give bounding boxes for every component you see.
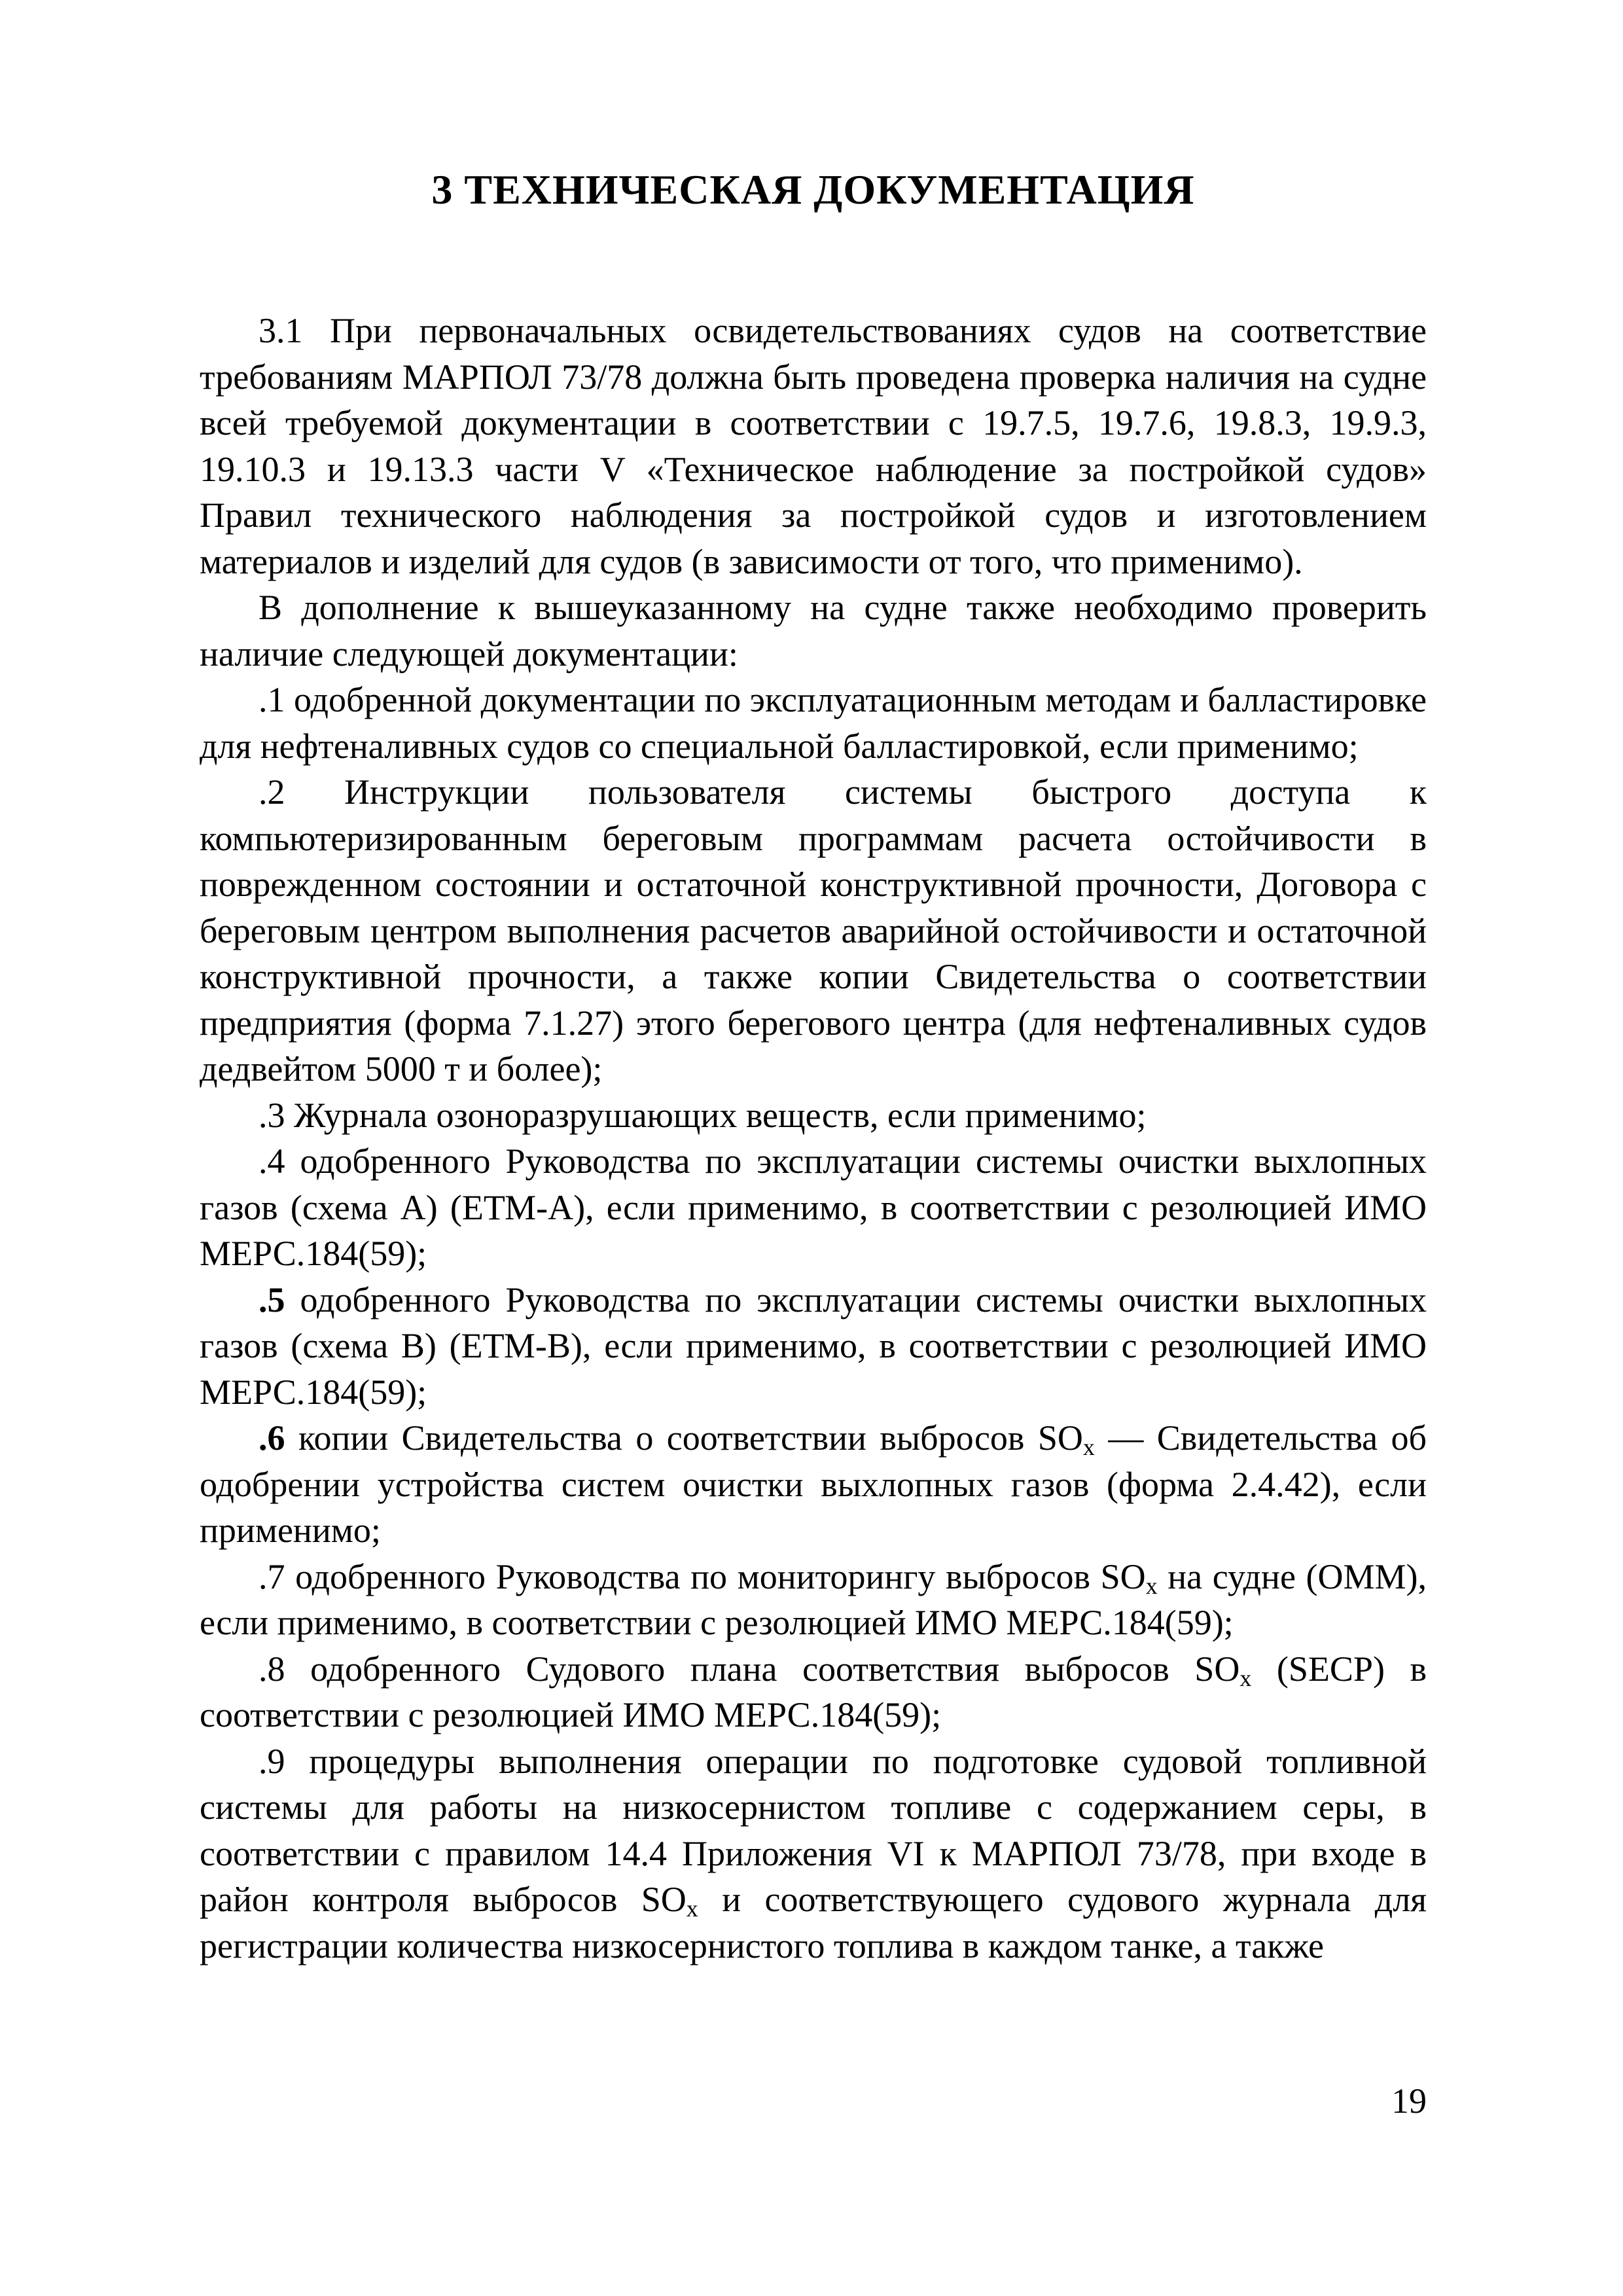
item-number: .1 <box>259 680 285 719</box>
item-text-continued: — Свидетельства об одобрении устройства систем очистки выхлопных газов (форма 2.4.42), если применимо; <box>200 1418 1427 1550</box>
section-title: 3 ТЕХНИЧЕСКАЯ ДОКУМЕНТАЦИЯ <box>431 166 1195 213</box>
item-text-continued: (SECP) в соответствии с резолюцией ИМО МЕРС.184(59); <box>200 1649 1427 1734</box>
paragraph-text: В дополнение к вышеуказанному на судне также необходимо проверить наличие следующей документации: <box>200 588 1427 673</box>
subscript: x <box>1082 1434 1095 1460</box>
paragraph-intro-list <box>200 584 1427 677</box>
item-number: .7 <box>259 1556 285 1596</box>
list-item <box>200 677 1427 769</box>
list-item <box>200 1415 1427 1554</box>
list-item <box>200 1738 1427 1969</box>
item-text: одобренного Руководства по мониторингу выбросов SO <box>295 1556 1146 1596</box>
item-text-continued: и соответствующего судового журнала для регистрации количества низкосернистого топлива в каждом танке, а также <box>200 1880 1427 1965</box>
list-item <box>200 1092 1427 1139</box>
document-page <box>200 164 1427 1969</box>
item-text: одобренной документации по эксплуатационным методам и балластировке для нефтеналивных судов со специальной балластировкой, если применимо; <box>200 680 1427 766</box>
item-number: .2 <box>259 772 285 812</box>
item-number: .5 <box>259 1280 285 1319</box>
item-text: копии Свидетельства о соответствии выбросов SO <box>298 1418 1083 1458</box>
list-item <box>200 1138 1427 1277</box>
body-text <box>200 308 1427 1969</box>
item-text: одобренного Судового плана соответствия выбросов SO <box>310 1649 1240 1689</box>
item-text-continued: на судне (ОММ), если применимо, в соответствии с резолюцией ИМО МЕРС.184(59); <box>200 1556 1427 1642</box>
subscript: x <box>1240 1664 1252 1691</box>
item-number: .3 <box>259 1095 285 1135</box>
item-number: .6 <box>259 1418 285 1458</box>
page-number: 19 <box>1391 2081 1427 2121</box>
paragraph-3-1 <box>200 308 1427 584</box>
item-text: Журнала озоноразрушающих веществ, если применимо; <box>294 1095 1147 1135</box>
item-text: одобренного Руководства по эксплуатации системы очистки выхлопных газов (схема А) (ЕТМ-А), если применимо, в соответствии с резолюцией ИМО МЕРС.184(59); <box>200 1141 1427 1273</box>
list-item <box>200 769 1427 1092</box>
item-number: .8 <box>259 1649 285 1689</box>
subscript: x <box>1145 1572 1158 1599</box>
list-item <box>200 1646 1427 1738</box>
paragraph-text: 3.1 При первоначальных освидетельствованиях судов на соответствие требованиям МАРПОЛ 73/78 должна быть проведена проверка наличия на судне всей требуемой документации в соответствии с 19.7.5, 19.7.6, 19.8.3, 19.9.3, 19.10.3 и 19.13.3 части V «Техническое наблюдение за постройкой судов» Правил технического наблюдения за постройкой судов и изготовлением материалов и изделий для судов (в зависимости от того, что применимо). <box>200 311 1427 581</box>
item-text: процедуры выполнения операции по подготовке судовой топливной системы для работы на низкосернистом топливе с содержанием серы, в соответствии с правилом 14.4 Приложения VI к МАРПОЛ 73/78, при входе в район контроля выбросов SO <box>200 1741 1427 1919</box>
item-number: .9 <box>259 1741 285 1781</box>
list-item <box>200 1554 1427 1646</box>
item-text: Инструкции пользователя системы быстрого доступа к компьютеризированным береговым программам расчета остойчивости в поврежденном состоянии и остаточной конструктивной прочности, Договора с береговым центром выполнения расчетов аварийной остойчивости и остаточной конструктивной прочности, а также копии Свидетельства о соответствии предприятия (форма 7.1.27) этого берегового центра (для нефтеналивных судов дедвейтом 5000 т и более); <box>200 772 1427 1088</box>
list-item <box>200 1277 1427 1416</box>
item-text: одобренного Руководства по эксплуатации системы очистки выхлопных газов (схема В) (ЕТМ-В), если применимо, в соответствии с резолюцией ИМО МЕРС.184(59); <box>200 1280 1427 1412</box>
subscript: x <box>686 1895 698 1922</box>
item-number: .4 <box>259 1141 285 1181</box>
